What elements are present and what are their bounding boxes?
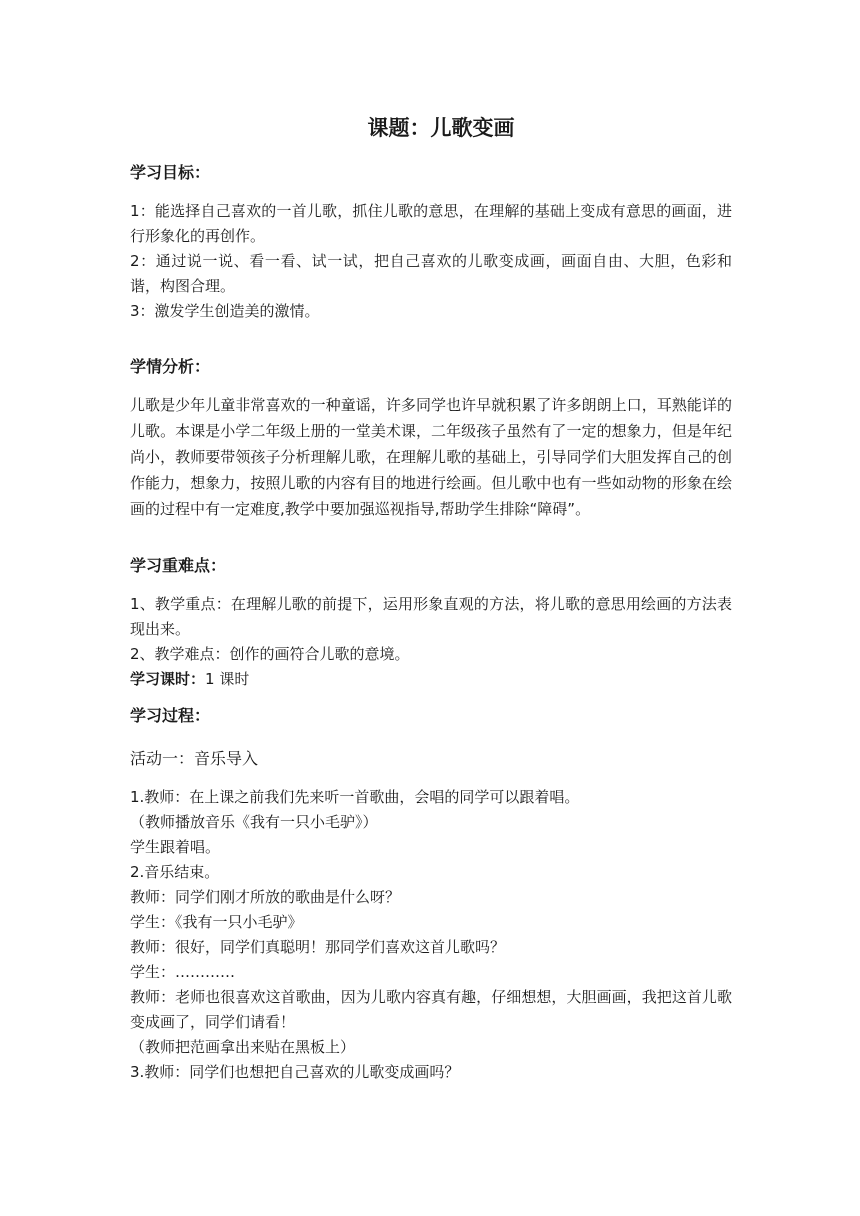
keypoints-heading: 学习重难点： bbox=[130, 556, 227, 575]
goal-item-2: 2：通过说一说、看一看、试一试，把自己喜欢的儿歌变成画，画面自由、大胆，色彩和谐，构图合理。 bbox=[130, 252, 732, 295]
process-line: 学生跟着唱。 bbox=[130, 838, 221, 856]
process-line: 3.教师：同学们也想把自己喜欢的儿歌变成画吗？ bbox=[130, 1063, 460, 1081]
goal-item-1: 1：能选择自己喜欢的一首儿歌，抓住儿歌的意思，在理解的基础上变成有意思的画面，进行形象化的再创作。 bbox=[130, 202, 732, 245]
document-title: 课题：儿歌变画 bbox=[367, 116, 515, 140]
teacher-paragraph: 教师：老师也很喜欢这首歌曲，因为儿歌内容真有趣，仔细想想，大胆画画，我把这首儿歌变成画了，同学们请看！ bbox=[130, 988, 732, 1031]
process-line: （教师播放音乐《我有一只小毛驴》） bbox=[130, 813, 378, 831]
class-hours-value: 1 课时 bbox=[205, 670, 250, 688]
analysis-text: 儿歌是少年儿童非常喜欢的一种童谣，许多同学也许早就积累了许多朗朗上口，耳熟能详的儿歌。本课是小学二年级上册的一堂美术课，二年级孩子虽然有了一定的想象力，但是年纪尚小，教师要带领孩子分析理解儿歌，在理解儿歌的基础上，引导同学们大胆发挥自己的创作能力，想象力，按照儿歌的内容有目的地进行绘画。但儿歌中也有一些如动物的形象在绘画的过程中有一定难度,教学中要加强巡视指导,帮助学生排除“障碍”。 bbox=[130, 396, 732, 518]
process-line: （教师把范画拿出来贴在黑板上） bbox=[130, 1038, 356, 1056]
class-hours bbox=[130, 667, 249, 692]
goals-heading: 学习目标： bbox=[130, 163, 211, 182]
keypoint-item-2: 2、教学难点：创作的画符合儿歌的意境。 bbox=[130, 645, 410, 663]
class-hours-label: 学习课时： bbox=[130, 670, 206, 688]
activity-title: 活动一：音乐导入 bbox=[130, 749, 259, 768]
process-line: 教师：很好，同学们真聪明！那同学们喜欢这首儿歌吗？ bbox=[130, 938, 506, 956]
process-line: 2.音乐结束。 bbox=[130, 863, 220, 881]
process-line: 1.教师：在上课之前我们先来听一首歌曲，会唱的同学可以跟着唱。 bbox=[130, 788, 580, 806]
process-line: 学生：《我有一只小毛驴》 bbox=[130, 913, 303, 931]
analysis-heading: 学情分析： bbox=[130, 357, 211, 376]
process-heading: 学习过程： bbox=[130, 706, 211, 725]
goal-item-3: 3：激发学生创造美的激情。 bbox=[130, 302, 320, 320]
process-line: 学生：………… bbox=[130, 963, 236, 981]
process-line: 教师：同学们刚才所放的歌曲是什么呀？ bbox=[130, 888, 401, 906]
keypoint-item-1: 1、教学重点：在理解儿歌的前提下，运用形象直观的方法，将儿歌的意思用绘画的方法表现出来。 bbox=[130, 595, 732, 638]
